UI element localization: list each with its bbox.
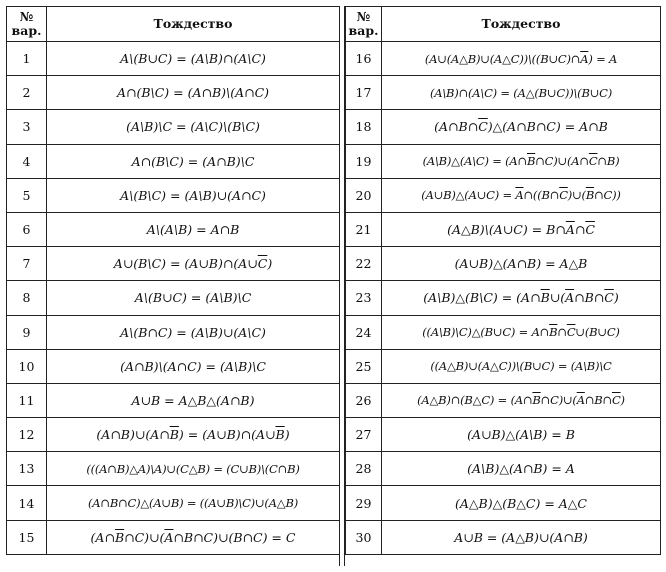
table-row [346, 247, 661, 281]
identity-formula [382, 349, 661, 383]
table-row [346, 452, 661, 486]
identity-formula [47, 418, 340, 452]
variant-number: 17 [346, 76, 382, 110]
identity-formula [382, 383, 661, 417]
formula-segment: A\(B∪C) = (A\B)\C [134, 290, 252, 306]
formula-segment: ∩C)∪( [124, 529, 165, 545]
formula-segment: A∪(B\C) = (A∪B)∩(A∪ [113, 256, 258, 272]
table-row [346, 42, 661, 76]
table-row [346, 418, 661, 452]
variant-number: 19 [346, 144, 382, 178]
identity-formula [47, 212, 340, 246]
table-row [7, 349, 340, 383]
formula-segment: (A△B)∩(B△C) = (A∩ [417, 393, 533, 408]
complement-term: $\overline{A}$ [576, 393, 585, 408]
complement-term: $\overline{A}$ [580, 51, 589, 66]
formula-segment: ((A△B)∪(A△C))\(B∪C) = (A\B)\C [430, 359, 612, 374]
formula-segment: ∩B) [597, 154, 620, 169]
table-row [346, 486, 661, 520]
complement-term: $\overline{C}$ [559, 188, 568, 203]
variant-number: 8 [7, 281, 47, 315]
identity-formula [47, 76, 340, 110]
variant-number: 20 [346, 178, 382, 212]
variant-number: 10 [7, 349, 47, 383]
formula-segment: ∩ [574, 222, 586, 238]
complement-term: $\overline{C}$ [566, 325, 576, 340]
formula-segment: A\(B∪C) = (A\B)∩(A\C) [120, 51, 266, 67]
table-row [346, 315, 661, 349]
header-row [7, 7, 340, 42]
table-row [7, 247, 340, 281]
formula-segment: )△(A∩B∩C) = A∩B [487, 119, 608, 135]
formula-segment: (A\B)△(A\C) = (A∩ [422, 154, 527, 169]
variant-number: 15 [7, 520, 47, 554]
table-row [7, 42, 340, 76]
variant-number: 7 [7, 247, 47, 281]
variant-number-header [7, 7, 47, 42]
table-row [346, 349, 661, 383]
complement-term: $\overline{B}$ [114, 529, 125, 545]
complement-term: $\overline{A}$ [565, 222, 575, 238]
variant-number: 22 [346, 247, 382, 281]
variant-number: 2 [7, 76, 47, 110]
identity-formula [382, 247, 661, 281]
complement-term: $\overline{C}$ [478, 119, 488, 135]
variant-number-header-text: № вар. [11, 9, 42, 38]
formula-segment: (A\B)△(A∩B) = A [467, 461, 575, 477]
table-row [346, 178, 661, 212]
identity-formula [47, 520, 340, 554]
formula-segment: (A∪B)△(A\B) = B [467, 427, 575, 443]
identity-formula [47, 281, 340, 315]
identity-formula [47, 349, 340, 383]
identity-header [47, 7, 340, 42]
identity-formula [382, 315, 661, 349]
complement-term: $\overline{A}$ [164, 529, 174, 545]
table-row [346, 383, 661, 417]
variant-number: 24 [346, 315, 382, 349]
formula-segment: ) [267, 256, 273, 272]
variant-number: 18 [346, 110, 382, 144]
table-row [7, 178, 340, 212]
formula-segment: (A∩B∩ [434, 119, 479, 135]
formula-segment: ) [613, 290, 619, 306]
formula-segment: ∩C)) [594, 188, 621, 203]
formula-segment: A∪B = (A△B)∪(A∩B) [454, 529, 588, 545]
complement-term: $\overline{B}$ [540, 290, 550, 306]
formula-segment: ∩C)∪( [540, 393, 577, 408]
identity-header-text: Тождество [481, 16, 561, 31]
table-row [7, 76, 340, 110]
formula-segment: A\(B\C) = (A\B)∪(A∩C) [120, 187, 266, 203]
table-row [7, 486, 340, 520]
complement-term: $\overline{B}$ [169, 427, 179, 443]
table-row [346, 520, 661, 554]
identity-formula [47, 315, 340, 349]
variant-number: 16 [346, 42, 382, 76]
formula-segment: ∩B∩ [584, 393, 612, 408]
identity-formula [47, 486, 340, 520]
identity-formula [382, 486, 661, 520]
table-row [7, 110, 340, 144]
header-row [346, 7, 661, 42]
identity-formula [47, 144, 340, 178]
variant-number: 3 [7, 110, 47, 144]
identity-formula [382, 520, 661, 554]
formula-segment: (A∩B)\(A∩C) = (A\B)\C [120, 358, 266, 374]
table-row [7, 212, 340, 246]
formula-segment: A\(A\B) = A∩B [146, 222, 240, 238]
identity-formula [47, 178, 340, 212]
formula-segment: ∪( [549, 290, 566, 306]
complement-term: $\overline{B}$ [585, 188, 595, 203]
formula-segment: ∩B∩ [574, 290, 605, 306]
formula-segment: ) = A [588, 51, 618, 66]
formula-segment: (A△B)△(B△C) = A△C [455, 495, 587, 511]
complement-term: $\overline{C}$ [611, 393, 621, 408]
formula-segment: (A\B)\C = (A\C)\(B\C) [126, 119, 260, 135]
formula-segment: ((A\B)\C)△(B∪C) = A∩ [422, 325, 550, 340]
formula-segment: ∩((B∩ [523, 188, 560, 203]
complement-term: $\overline{C}$ [585, 222, 595, 238]
complement-term: $\overline{A}$ [565, 290, 575, 306]
identity-formula [382, 42, 661, 76]
identity-formula [382, 212, 661, 246]
complement-term: $\overline{B}$ [275, 427, 285, 443]
formula-segment: (A∩B∩C)△(A∪B) = ((A∪B)\C)∪(A△B) [88, 496, 298, 511]
variant-number: 13 [7, 452, 47, 486]
formula-segment: ∩C)∪(A∩ [535, 154, 589, 169]
identity-header [382, 7, 661, 42]
variant-number: 5 [7, 178, 47, 212]
variant-number: 4 [7, 144, 47, 178]
identity-formula [47, 42, 340, 76]
formula-segment: ∩ [557, 325, 567, 340]
identity-formula [382, 76, 661, 110]
formula-segment: (A∩ [90, 529, 115, 545]
table-row [7, 452, 340, 486]
identity-formula [47, 452, 340, 486]
variant-number: 1 [7, 42, 47, 76]
formula-segment: (((A∩B)△A)\A)∪(C△B) = (C∪B)\(C∩B) [86, 461, 300, 476]
complement-term: $\overline{B}$ [526, 154, 536, 169]
complement-term: $\overline{B}$ [549, 325, 558, 340]
variant-number: 9 [7, 315, 47, 349]
complement-term: $\overline{C}$ [588, 154, 598, 169]
formula-segment: (A∩B)∪(A∩ [96, 427, 170, 443]
complement-term: $\overline{B}$ [532, 393, 541, 408]
variant-number: 28 [346, 452, 382, 486]
formula-segment: ) [284, 427, 290, 443]
table-row [346, 212, 661, 246]
identity-formula [382, 418, 661, 452]
complement-term: $\overline{C}$ [257, 256, 268, 272]
identity-formula [382, 281, 661, 315]
table-row [346, 281, 661, 315]
variant-number-header-text: № вар. [348, 9, 379, 38]
complement-term: $\overline{A}$ [515, 188, 524, 203]
variant-number: 27 [346, 418, 382, 452]
formula-segment: ) = (A∪B)∩(A∪ [178, 427, 276, 443]
formula-segment: (A∪(A△B)∪(A△C))\((B∪C)∩ [424, 51, 581, 66]
formula-segment: ∩B∩C)∪(B∩C) = C [173, 529, 296, 545]
identity-header-text: Тождество [153, 16, 233, 31]
formula-segment: (A∪B)△(A∪C) = [421, 188, 516, 203]
identity-formula [382, 110, 661, 144]
complement-term: $\overline{C}$ [604, 290, 614, 306]
formula-segment: A∩(B\C) = (A∩B)\(A∩C) [116, 85, 270, 101]
formula-segment: (A∪B)△(A∩B) = A△B [454, 256, 588, 272]
table-row [7, 281, 340, 315]
identity-formula [382, 144, 661, 178]
table-row [346, 76, 661, 110]
table-row [7, 315, 340, 349]
variant-number: 23 [346, 281, 382, 315]
table-row [346, 110, 661, 144]
table-row [7, 383, 340, 417]
formula-segment: )∪( [567, 188, 586, 203]
variant-number: 11 [7, 383, 47, 417]
variant-number: 26 [346, 383, 382, 417]
identities-table [6, 6, 660, 566]
variant-number: 14 [7, 486, 47, 520]
variant-number: 25 [346, 349, 382, 383]
formula-segment: A∪B = A△B△(A∩B) [131, 392, 255, 408]
table-right [345, 6, 661, 555]
formula-segment: (A△B)\(A∪C) = B∩ [447, 222, 566, 238]
table-row [7, 144, 340, 178]
variant-number: 29 [346, 486, 382, 520]
identity-formula [47, 110, 340, 144]
variant-number-header [346, 7, 382, 42]
formula-segment: (A\B)△(B\C) = (A∩ [423, 290, 541, 306]
table-row [346, 144, 661, 178]
variant-number: 30 [346, 520, 382, 554]
formula-segment: A\(B∩C) = (A\B)∪(A\C) [120, 324, 266, 340]
formula-segment: ) [620, 393, 625, 408]
variant-number: 12 [7, 418, 47, 452]
identity-formula [382, 178, 661, 212]
identity-formula [382, 452, 661, 486]
formula-segment: ∪(B∪C) [575, 325, 620, 340]
identity-formula [47, 247, 340, 281]
table-row [7, 520, 340, 554]
table-row [7, 418, 340, 452]
variant-number: 6 [7, 212, 47, 246]
table-left [6, 6, 340, 555]
variant-number: 21 [346, 212, 382, 246]
identity-formula [47, 383, 340, 417]
formula-segment: (A\B)∩(A\C) = (A△(B∪C))\(B∪C) [429, 85, 613, 100]
formula-segment: A∩(B\C) = (A∩B)\C [131, 153, 255, 169]
